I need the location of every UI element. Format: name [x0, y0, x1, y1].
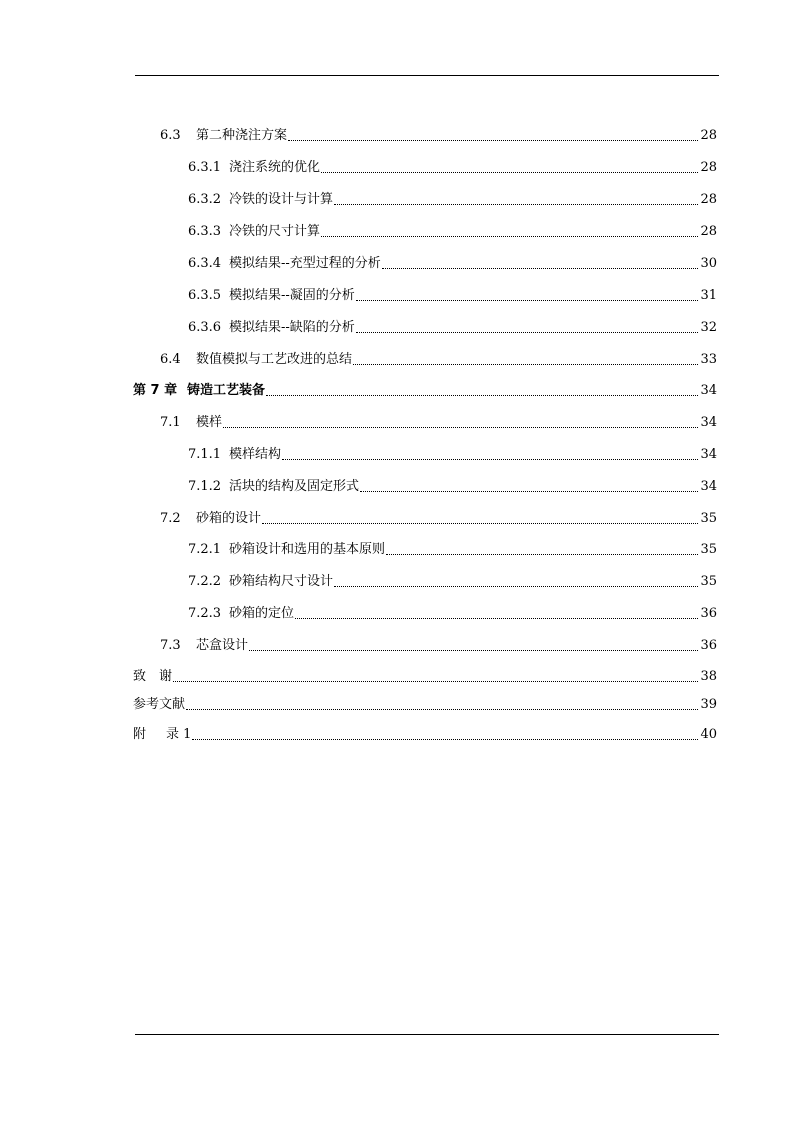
toc-entry-page: 30: [700, 256, 717, 271]
toc-entry[interactable]: [188, 444, 717, 466]
toc-leader-dots: [353, 364, 698, 365]
toc-leader-dots: [334, 204, 698, 205]
toc-leader-dots: [360, 491, 698, 492]
toc-entry[interactable]: [188, 189, 717, 211]
toc-entry-page: 34: [700, 383, 717, 398]
toc-entry[interactable]: [188, 317, 717, 339]
toc-leader-dots: [295, 618, 698, 619]
toc-entry[interactable]: [188, 571, 717, 593]
toc-entry-page: 28: [700, 192, 717, 207]
toc-entry[interactable]: [188, 285, 717, 307]
toc-entry-number: 6.3.5: [188, 288, 222, 303]
toc-entry-number: 6.3.4: [188, 256, 222, 271]
toc-leader-dots: [321, 236, 698, 237]
toc-leader-dots: [356, 300, 699, 301]
toc-entry-title: 数值模拟与工艺改进的总结: [196, 352, 353, 367]
toc-leader-dots: [386, 554, 698, 555]
header-rule: [135, 75, 719, 76]
toc-entry-title: 模拟结果--缺陷的分析: [229, 320, 355, 335]
toc-entry-number: 7.2.3: [188, 606, 222, 621]
toc-entry-page: 35: [700, 542, 717, 557]
toc-entry-page: 28: [700, 128, 717, 143]
toc-entry-title: 砂箱的设计: [196, 511, 262, 526]
toc-entry[interactable]: [133, 724, 717, 746]
toc-entry-number: 7.1: [160, 415, 181, 430]
toc-entry-page: 35: [700, 511, 717, 526]
toc-entry-page: 40: [700, 727, 717, 742]
toc-chapter-entry[interactable]: [133, 380, 717, 402]
toc-entry-title: 芯盒设计: [196, 638, 249, 653]
toc-entry-page: 33: [700, 352, 717, 367]
toc-entry-title: 第二种浇注方案: [196, 128, 288, 143]
toc-leader-dots: [186, 709, 698, 710]
toc-entry-number: 6.3.2: [188, 192, 222, 207]
toc-entry-page: 28: [700, 160, 717, 175]
toc-leader-dots: [262, 523, 698, 524]
toc-entry[interactable]: [160, 635, 717, 657]
toc-leader-dots: [173, 681, 698, 682]
toc-entry-title: 冷铁的设计与计算: [229, 192, 334, 207]
toc-entry[interactable]: [188, 253, 717, 275]
toc-entry-number: 致: [133, 669, 147, 684]
toc-entry-page: 38: [700, 669, 717, 684]
toc-entry-number: 第 7 章: [133, 383, 178, 398]
toc-entry-number: 7.1.2: [188, 479, 222, 494]
toc-leader-dots: [321, 172, 698, 173]
toc-entry-number: 附: [133, 727, 147, 742]
toc-entry-page: 34: [700, 479, 717, 494]
toc-leader-dots: [223, 427, 698, 428]
toc-entry-number: 7.2.2: [188, 574, 222, 589]
toc-entry[interactable]: [188, 539, 717, 561]
toc-entry[interactable]: [160, 125, 717, 147]
toc-entry-page: 35: [700, 574, 717, 589]
toc-entry[interactable]: [160, 349, 717, 371]
toc-entry-title: 录 1: [166, 727, 192, 742]
toc-entry[interactable]: [160, 508, 717, 530]
footer-rule: [135, 1034, 719, 1035]
toc-entry-number: 6.3.3: [188, 224, 222, 239]
toc-entry[interactable]: [133, 666, 717, 688]
toc-entry-page: 34: [700, 415, 717, 430]
toc-entry-page: 36: [700, 606, 717, 621]
toc-entry-number: 6.3.6: [188, 320, 222, 335]
toc-entry-title: 模样结构: [229, 447, 282, 462]
toc-entry-title: 砂箱结构尺寸设计: [229, 574, 334, 589]
toc-entry-title: 谢: [159, 669, 173, 684]
toc-entry-title: 活块的结构及固定形式: [229, 479, 360, 494]
toc-leader-dots: [334, 586, 698, 587]
toc-entry[interactable]: [188, 157, 717, 179]
toc-entry-page: 31: [700, 288, 717, 303]
toc-entry-page: 36: [700, 638, 717, 653]
toc-entry-number: 6.3: [160, 128, 181, 143]
toc-entry-title: 模拟结果--充型过程的分析: [229, 256, 381, 271]
toc-entry-title: 铸造工艺装备: [187, 383, 266, 398]
toc-leader-dots: [382, 268, 699, 269]
toc-entry-number: 7.2: [160, 511, 181, 526]
toc-entry-page: 34: [700, 447, 717, 462]
toc-leader-dots: [192, 739, 698, 740]
toc-entry[interactable]: [133, 694, 717, 716]
toc-entry-number: 7.2.1: [188, 542, 222, 557]
toc-entry-number: 参考文献: [133, 697, 186, 712]
toc-entry-title: 冷铁的尺寸计算: [229, 224, 321, 239]
toc-entry-page: 39: [700, 697, 717, 712]
toc-leader-dots: [288, 140, 698, 141]
toc-entry-page: 32: [700, 320, 717, 335]
toc-entry[interactable]: [188, 476, 717, 498]
toc-entry[interactable]: [188, 221, 717, 243]
toc-entry-title: 浇注系统的优化: [229, 160, 321, 175]
toc-entry[interactable]: [188, 603, 717, 625]
toc-entry[interactable]: [160, 412, 717, 434]
toc-entry-number: 7.1.1: [188, 447, 222, 462]
toc-leader-dots: [356, 332, 699, 333]
toc-entry-title: 砂箱的定位: [229, 606, 295, 621]
toc-entry-number: 7.3: [160, 638, 181, 653]
toc-entry-number: 6.4: [160, 352, 181, 367]
toc-entry-title: 砂箱设计和选用的基本原则: [229, 542, 386, 557]
toc-leader-dots: [249, 650, 698, 651]
toc-leader-dots: [266, 395, 698, 396]
toc-entry-title: 模样: [196, 415, 223, 430]
toc-entry-page: 28: [700, 224, 717, 239]
toc-entry-number: 6.3.1: [188, 160, 222, 175]
toc-entry-title: 模拟结果--凝固的分析: [229, 288, 355, 303]
toc-leader-dots: [282, 459, 698, 460]
